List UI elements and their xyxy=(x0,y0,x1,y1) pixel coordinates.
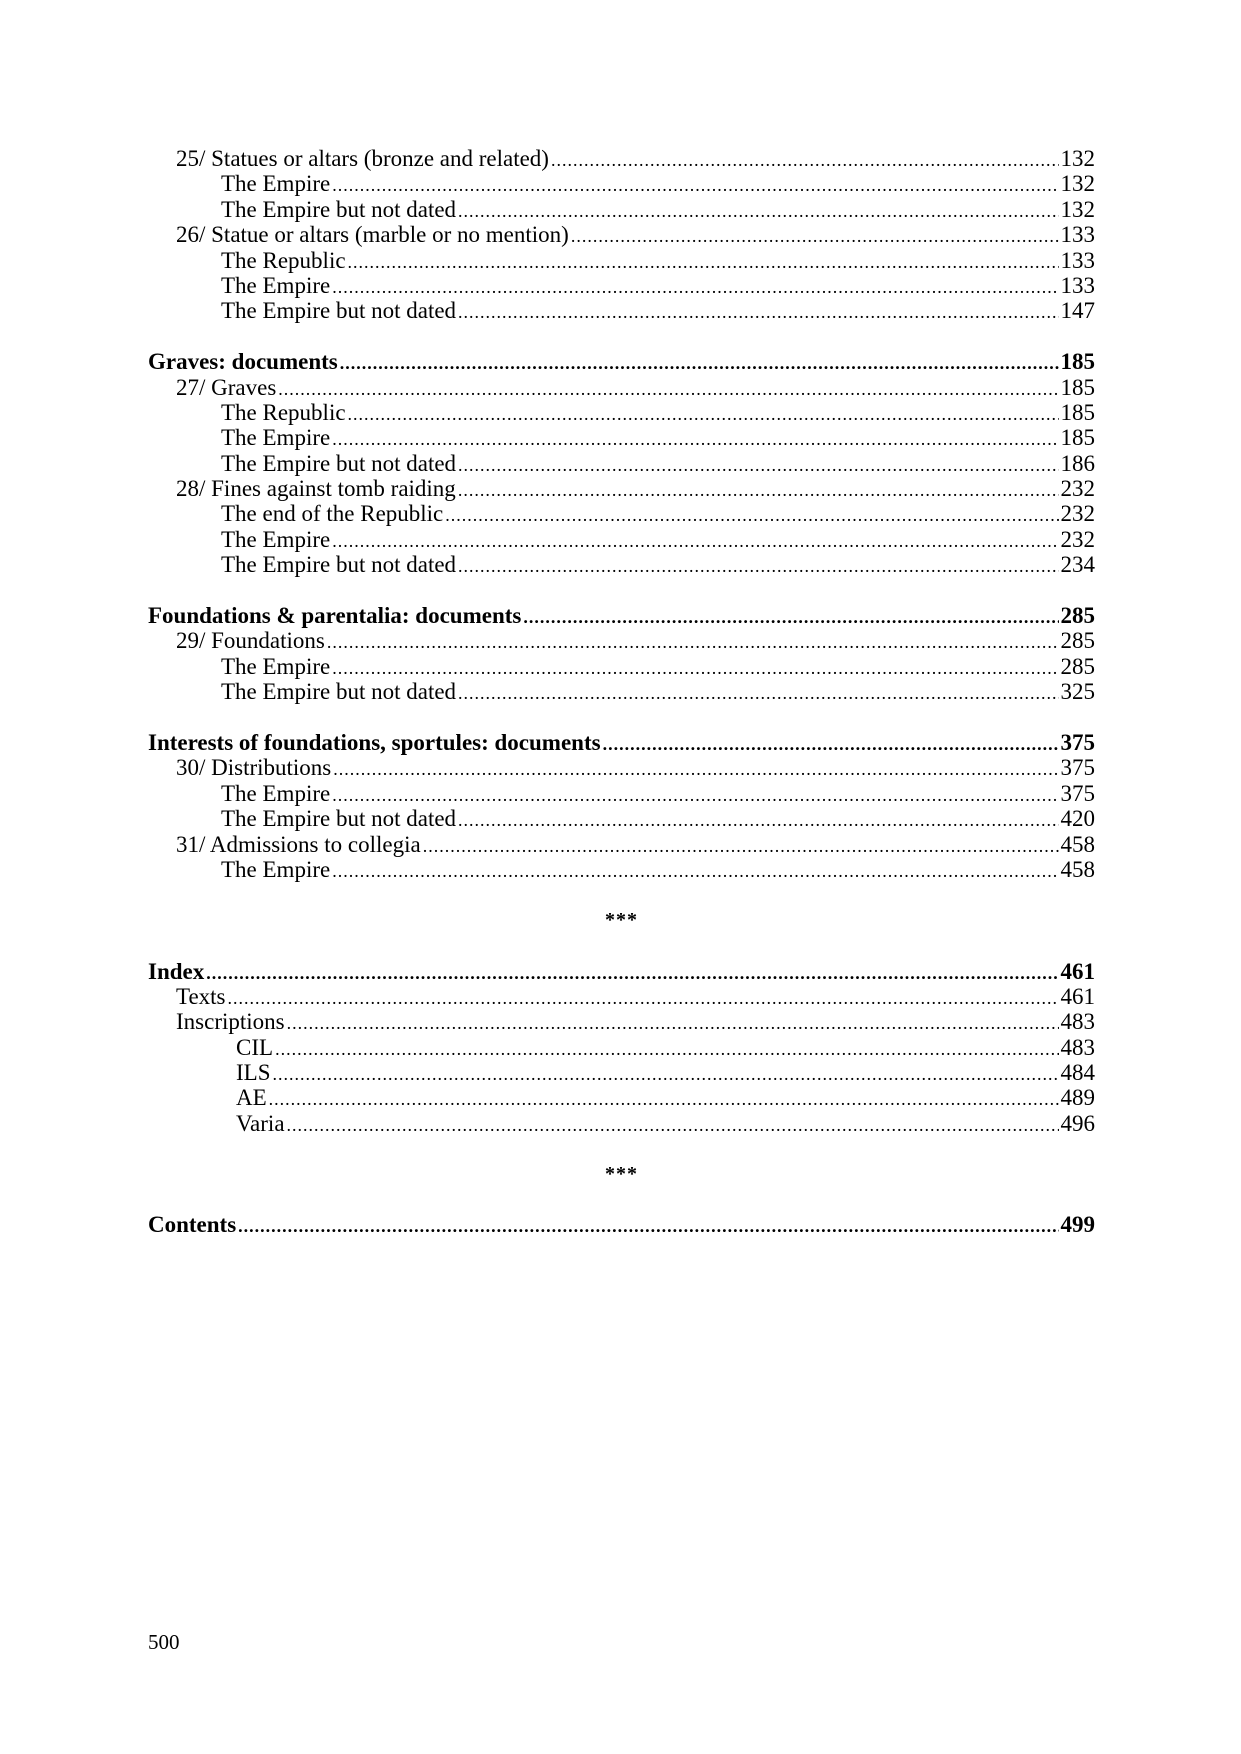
toc-spacer xyxy=(148,705,1095,730)
toc-page-number: 285 xyxy=(1060,628,1095,654)
toc-entry-title: The Empire but not dated xyxy=(221,806,457,832)
dot-leader xyxy=(269,1087,1059,1112)
toc-entry-title: The Republic xyxy=(221,399,346,425)
toc-page-number: 185 xyxy=(1060,349,1095,375)
toc-entry-title: The Republic xyxy=(221,247,346,273)
toc-spacer xyxy=(148,1136,1095,1161)
toc-entry xyxy=(148,527,1095,552)
toc-section-heading xyxy=(148,349,1095,374)
dot-leader xyxy=(445,503,1058,528)
toc-page-number: 458 xyxy=(1060,856,1095,882)
toc-entry-title: The Empire xyxy=(221,425,331,451)
toc-page-number: 185 xyxy=(1060,374,1095,400)
toc-entry-title: 25/ Statues or altars (bronze and related) xyxy=(176,146,549,171)
toc-entry xyxy=(148,806,1095,831)
dot-leader xyxy=(571,224,1059,249)
toc-entry xyxy=(148,298,1095,323)
toc-page-number: 186 xyxy=(1060,450,1095,476)
toc-section-heading xyxy=(148,603,1095,628)
dot-leader xyxy=(348,250,1059,275)
dot-leader xyxy=(332,529,1058,554)
dot-leader xyxy=(458,554,1058,579)
toc-entry-title: The Empire but not dated xyxy=(221,298,457,324)
toc-entry xyxy=(148,984,1095,1009)
toc-page-number: 147 xyxy=(1060,298,1095,324)
toc-entry xyxy=(148,222,1095,247)
toc-entry xyxy=(148,552,1095,577)
toc-page-number: 489 xyxy=(1060,1085,1095,1111)
toc-page-number: 133 xyxy=(1060,222,1095,248)
toc-page-number: 458 xyxy=(1060,831,1095,857)
dot-leader xyxy=(458,681,1058,706)
toc-entry xyxy=(148,1009,1095,1034)
dot-leader xyxy=(287,1113,1059,1138)
toc-entry xyxy=(148,857,1095,882)
dot-leader xyxy=(206,961,1058,986)
toc-page-number: 285 xyxy=(1060,603,1095,629)
dot-leader xyxy=(228,986,1059,1011)
toc-entry xyxy=(148,146,1095,171)
toc-entry xyxy=(148,248,1095,273)
dot-leader xyxy=(332,173,1058,198)
toc-entry-title: Index xyxy=(148,958,205,984)
toc-page-number: 234 xyxy=(1060,552,1095,578)
toc-entry-title: Contents xyxy=(148,1212,237,1238)
dot-leader xyxy=(458,478,1059,503)
dot-leader xyxy=(523,605,1058,630)
toc-page-number: 185 xyxy=(1060,399,1095,425)
dot-leader xyxy=(340,351,1059,376)
toc-page-number: 185 xyxy=(1060,425,1095,451)
toc-page-number: 375 xyxy=(1060,755,1095,781)
toc-page-number: 232 xyxy=(1060,501,1095,527)
toc-section-heading xyxy=(148,959,1095,984)
dot-leader xyxy=(458,808,1058,833)
toc-page-number: 499 xyxy=(1060,1212,1095,1238)
toc-entry xyxy=(148,1085,1095,1110)
toc-entry-title: Inscriptions xyxy=(176,1009,285,1035)
toc-entry-title: Texts xyxy=(176,983,226,1009)
toc-entry-title: 27/ Graves xyxy=(176,374,277,400)
toc-page-number: 132 xyxy=(1060,196,1095,222)
toc-entry xyxy=(148,425,1095,450)
toc-spacer xyxy=(148,578,1095,603)
toc-entry xyxy=(148,1060,1095,1085)
toc-entry xyxy=(148,197,1095,222)
toc-entry-title: The Empire but not dated xyxy=(221,679,457,705)
dot-leader xyxy=(332,859,1058,884)
toc-entry-title: The Empire xyxy=(221,526,331,552)
dot-leader xyxy=(423,834,1059,859)
toc-entry-title: The Empire xyxy=(221,780,331,806)
toc-entry-title: The Empire xyxy=(221,272,331,298)
toc-entry-title: The Empire xyxy=(221,856,331,882)
dot-leader xyxy=(458,199,1058,224)
toc-page-number: 461 xyxy=(1060,983,1095,1009)
toc-page-number: 325 xyxy=(1060,679,1095,705)
toc-entry xyxy=(148,654,1095,679)
toc-entry-title: 29/ Foundations xyxy=(176,628,325,654)
toc-page-number: 483 xyxy=(1060,1034,1095,1060)
toc-page-number: 420 xyxy=(1060,806,1095,832)
toc-entry xyxy=(148,679,1095,704)
toc-entry-title: Interests of foundations, sportules: documents xyxy=(148,729,601,755)
table-of-contents xyxy=(148,146,1095,1238)
section-separator: *** xyxy=(605,1162,638,1185)
dot-leader xyxy=(332,275,1058,300)
toc-entry xyxy=(148,755,1095,780)
dot-leader xyxy=(603,732,1059,757)
dot-leader xyxy=(278,377,1058,402)
toc-entry-title: The Empire but not dated xyxy=(221,196,457,222)
dot-leader xyxy=(551,148,1059,173)
dot-leader xyxy=(332,783,1058,808)
toc-page-number: 496 xyxy=(1060,1110,1095,1136)
toc-entry-title: 30/ Distributions xyxy=(176,755,332,781)
toc-entry xyxy=(148,1111,1095,1136)
toc-page-number: 133 xyxy=(1060,272,1095,298)
dot-leader xyxy=(327,630,1059,655)
toc-page-number: 133 xyxy=(1060,247,1095,273)
toc-entry xyxy=(148,375,1095,400)
toc-entry-title: The Empire xyxy=(221,653,331,679)
dot-leader xyxy=(273,1062,1059,1087)
toc-entry xyxy=(148,832,1095,857)
toc-entry-title: The end of the Republic xyxy=(221,501,444,527)
dot-leader xyxy=(275,1037,1058,1062)
toc-page-number: 132 xyxy=(1060,146,1095,171)
page-number: 500 xyxy=(148,1630,180,1654)
toc-page-number: 232 xyxy=(1060,476,1095,502)
toc-section-heading xyxy=(148,730,1095,755)
toc-entry xyxy=(148,1035,1095,1060)
dot-leader xyxy=(287,1011,1059,1036)
toc-entry-title: The Empire but not dated xyxy=(221,450,457,476)
dot-leader xyxy=(238,1214,1058,1239)
toc-page-number: 285 xyxy=(1060,653,1095,679)
toc-entry xyxy=(148,628,1095,653)
toc-page-number: 461 xyxy=(1060,958,1095,984)
dot-leader xyxy=(348,402,1059,427)
dot-leader xyxy=(458,453,1058,478)
toc-entry-title: 31/ Admissions to collegia xyxy=(176,831,421,857)
dot-leader xyxy=(332,427,1058,452)
toc-entry xyxy=(148,400,1095,425)
toc-entry-title: Graves: documents xyxy=(148,349,338,375)
section-separator: *** xyxy=(605,908,638,931)
toc-entry-title: 28/ Fines against tomb raiding xyxy=(176,476,456,502)
toc-spacer xyxy=(148,882,1095,907)
toc-page-number: 132 xyxy=(1060,171,1095,197)
toc-entry-title: AE xyxy=(236,1085,267,1111)
toc-entry-title: The Empire but not dated xyxy=(221,552,457,578)
toc-entry xyxy=(148,273,1095,298)
dot-leader xyxy=(458,300,1058,325)
toc-entry-title: 26/ Statue or altars (marble or no mention) xyxy=(176,222,569,248)
toc-entry xyxy=(148,781,1095,806)
toc-entry-title: The Empire xyxy=(221,171,331,197)
toc-entry xyxy=(148,171,1095,196)
toc-entry-title: Varia xyxy=(236,1110,285,1136)
toc-entry-title: Foundations & parentalia: documents xyxy=(148,603,522,629)
toc-entry-title: ILS xyxy=(236,1060,271,1086)
toc-page-number: 484 xyxy=(1060,1060,1095,1086)
toc-entry-title: CIL xyxy=(236,1034,274,1060)
dot-leader xyxy=(333,757,1058,782)
toc-spacer xyxy=(148,1187,1095,1212)
toc-page-number: 375 xyxy=(1060,780,1095,806)
toc-page-number: 483 xyxy=(1060,1009,1095,1035)
toc-page-number: 232 xyxy=(1060,526,1095,552)
toc-section-heading xyxy=(148,1212,1095,1237)
toc-spacer xyxy=(148,324,1095,349)
toc-entry xyxy=(148,476,1095,501)
toc-page-number: 375 xyxy=(1060,729,1095,755)
dot-leader xyxy=(332,656,1058,681)
toc-spacer xyxy=(148,933,1095,958)
toc-entry xyxy=(148,451,1095,476)
toc-entry xyxy=(148,501,1095,526)
